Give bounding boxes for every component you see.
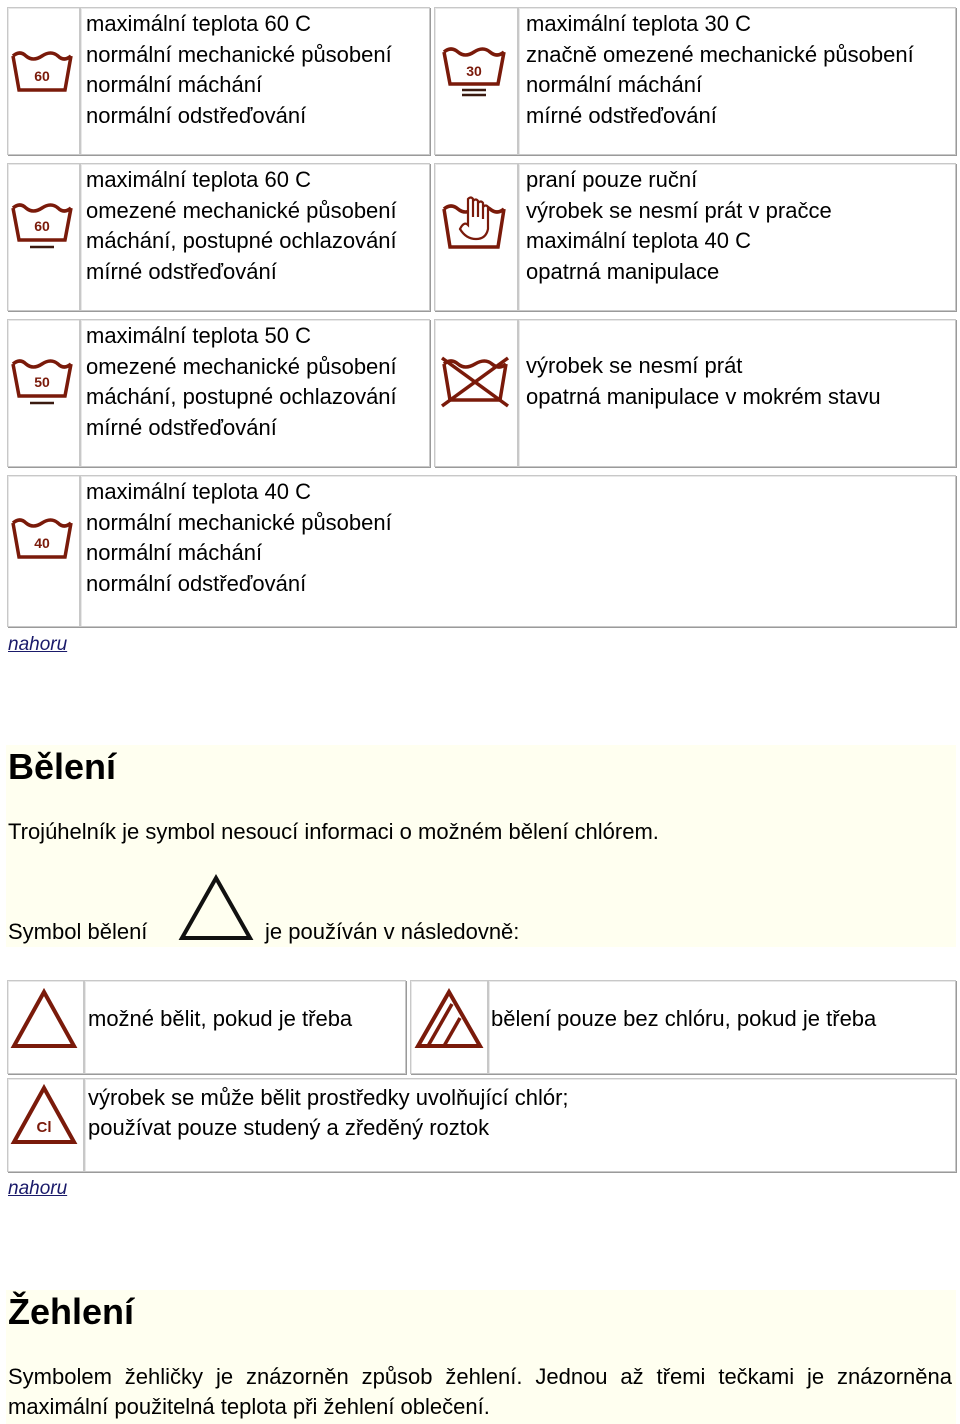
wash-row-line: maximální teplota 40 C bbox=[526, 228, 751, 253]
wash-row-line: normální máchání bbox=[86, 540, 263, 565]
bleach-item-text: možné bělit, pokud je třeba bbox=[88, 1006, 353, 1031]
wash-row-line: máchání, postupné ochlazování bbox=[86, 228, 397, 253]
wash-50-bar-icon bbox=[10, 356, 74, 408]
wash-row-line: mírné odstřeďování bbox=[86, 258, 277, 284]
bleach-allowed-icon bbox=[10, 988, 78, 1050]
non-chlorine-bleach-icon bbox=[414, 988, 484, 1050]
ironing-title: Žehlení bbox=[8, 1291, 135, 1332]
wash-row-line: maximální teplota 40 C bbox=[86, 479, 311, 504]
bleach-item-text: bělení pouze bez chlóru, pokud je třeba bbox=[491, 1006, 877, 1031]
wash-row-line: opatrná manipulace v mokrém stavu bbox=[526, 383, 881, 409]
bleaching-symbol-prefix: Symbol bělení bbox=[8, 919, 148, 944]
wash-row-line: výrobek se nesmí prát bbox=[526, 353, 743, 378]
wash-row-line: normální mechanické působení bbox=[86, 509, 392, 535]
wash-row-line: maximální teplota 50 C bbox=[86, 323, 311, 348]
wash-row-line: opatrná manipulace bbox=[526, 258, 720, 284]
wash-row-line: maximální teplota 60 C bbox=[86, 11, 311, 36]
do-not-wash-icon bbox=[438, 354, 512, 408]
wash-row-line: praní pouze ruční bbox=[526, 167, 698, 192]
wash-row-line: normální máchání bbox=[86, 72, 263, 97]
bleach-triangle-icon bbox=[176, 872, 256, 942]
wash-row-line: maximální teplota 60 C bbox=[86, 167, 311, 192]
back-to-top-link[interactable]: nahoru bbox=[8, 634, 68, 655]
svg-text:60: 60 bbox=[34, 68, 50, 84]
svg-text:60: 60 bbox=[34, 218, 50, 234]
wash-row-line: značně omezené mechanické působení bbox=[526, 41, 914, 67]
wash-row-line: normální máchání bbox=[526, 72, 703, 97]
hand-wash-icon bbox=[440, 195, 508, 253]
back-to-top-link[interactable]: nahoru bbox=[8, 1178, 68, 1199]
wash-row-line: normální odstřeďování bbox=[86, 102, 307, 128]
wash-row-line: normální mechanické působení bbox=[86, 41, 392, 67]
bleaching-intro: Trojúhelník je symbol nesoucí informaci o možném bělení chlórem. bbox=[8, 819, 659, 844]
svg-text:40: 40 bbox=[34, 535, 50, 551]
wash-40-icon bbox=[10, 515, 74, 563]
wash-row-line: maximální teplota 30 C bbox=[526, 11, 751, 36]
svg-text:Cl: Cl bbox=[36, 1119, 52, 1136]
wash-60-icon bbox=[10, 48, 74, 96]
bleaching-symbol-suffix: je používán v následovně: bbox=[265, 919, 520, 944]
bleaching-title: Bělení bbox=[8, 746, 117, 787]
wash-row-line: normální odstřeďování bbox=[86, 570, 307, 596]
wash-30-double-bar-icon bbox=[440, 44, 508, 100]
wash-row-line: máchání, postupné ochlazování bbox=[86, 384, 397, 409]
wash-row-line: mírné odstřeďování bbox=[86, 414, 277, 440]
svg-text:30: 30 bbox=[466, 63, 482, 79]
bleach-item-text: používat pouze studený a zředěný roztok bbox=[88, 1115, 490, 1140]
wash-row-line: mírné odstřeďování bbox=[526, 102, 717, 128]
ironing-intro: Symbolem žehličky je znázorněn způsob žehlení. Jednou až třemi tečkami je znázorněna maximální použitelná teplota při žehlení oblečení. bbox=[8, 1364, 952, 1419]
wash-row-line: omezené mechanické působení bbox=[86, 197, 397, 223]
chlorine-bleach-icon bbox=[10, 1084, 78, 1146]
wash-row-line: omezené mechanické působení bbox=[86, 353, 397, 379]
wash-row-line: výrobek se nesmí prát v pračce bbox=[526, 197, 832, 223]
bleach-item-text: výrobek se může bělit prostředky uvolňující chlór; bbox=[88, 1085, 569, 1110]
wash-60-bar-icon bbox=[10, 200, 74, 252]
svg-text:50: 50 bbox=[34, 374, 50, 390]
